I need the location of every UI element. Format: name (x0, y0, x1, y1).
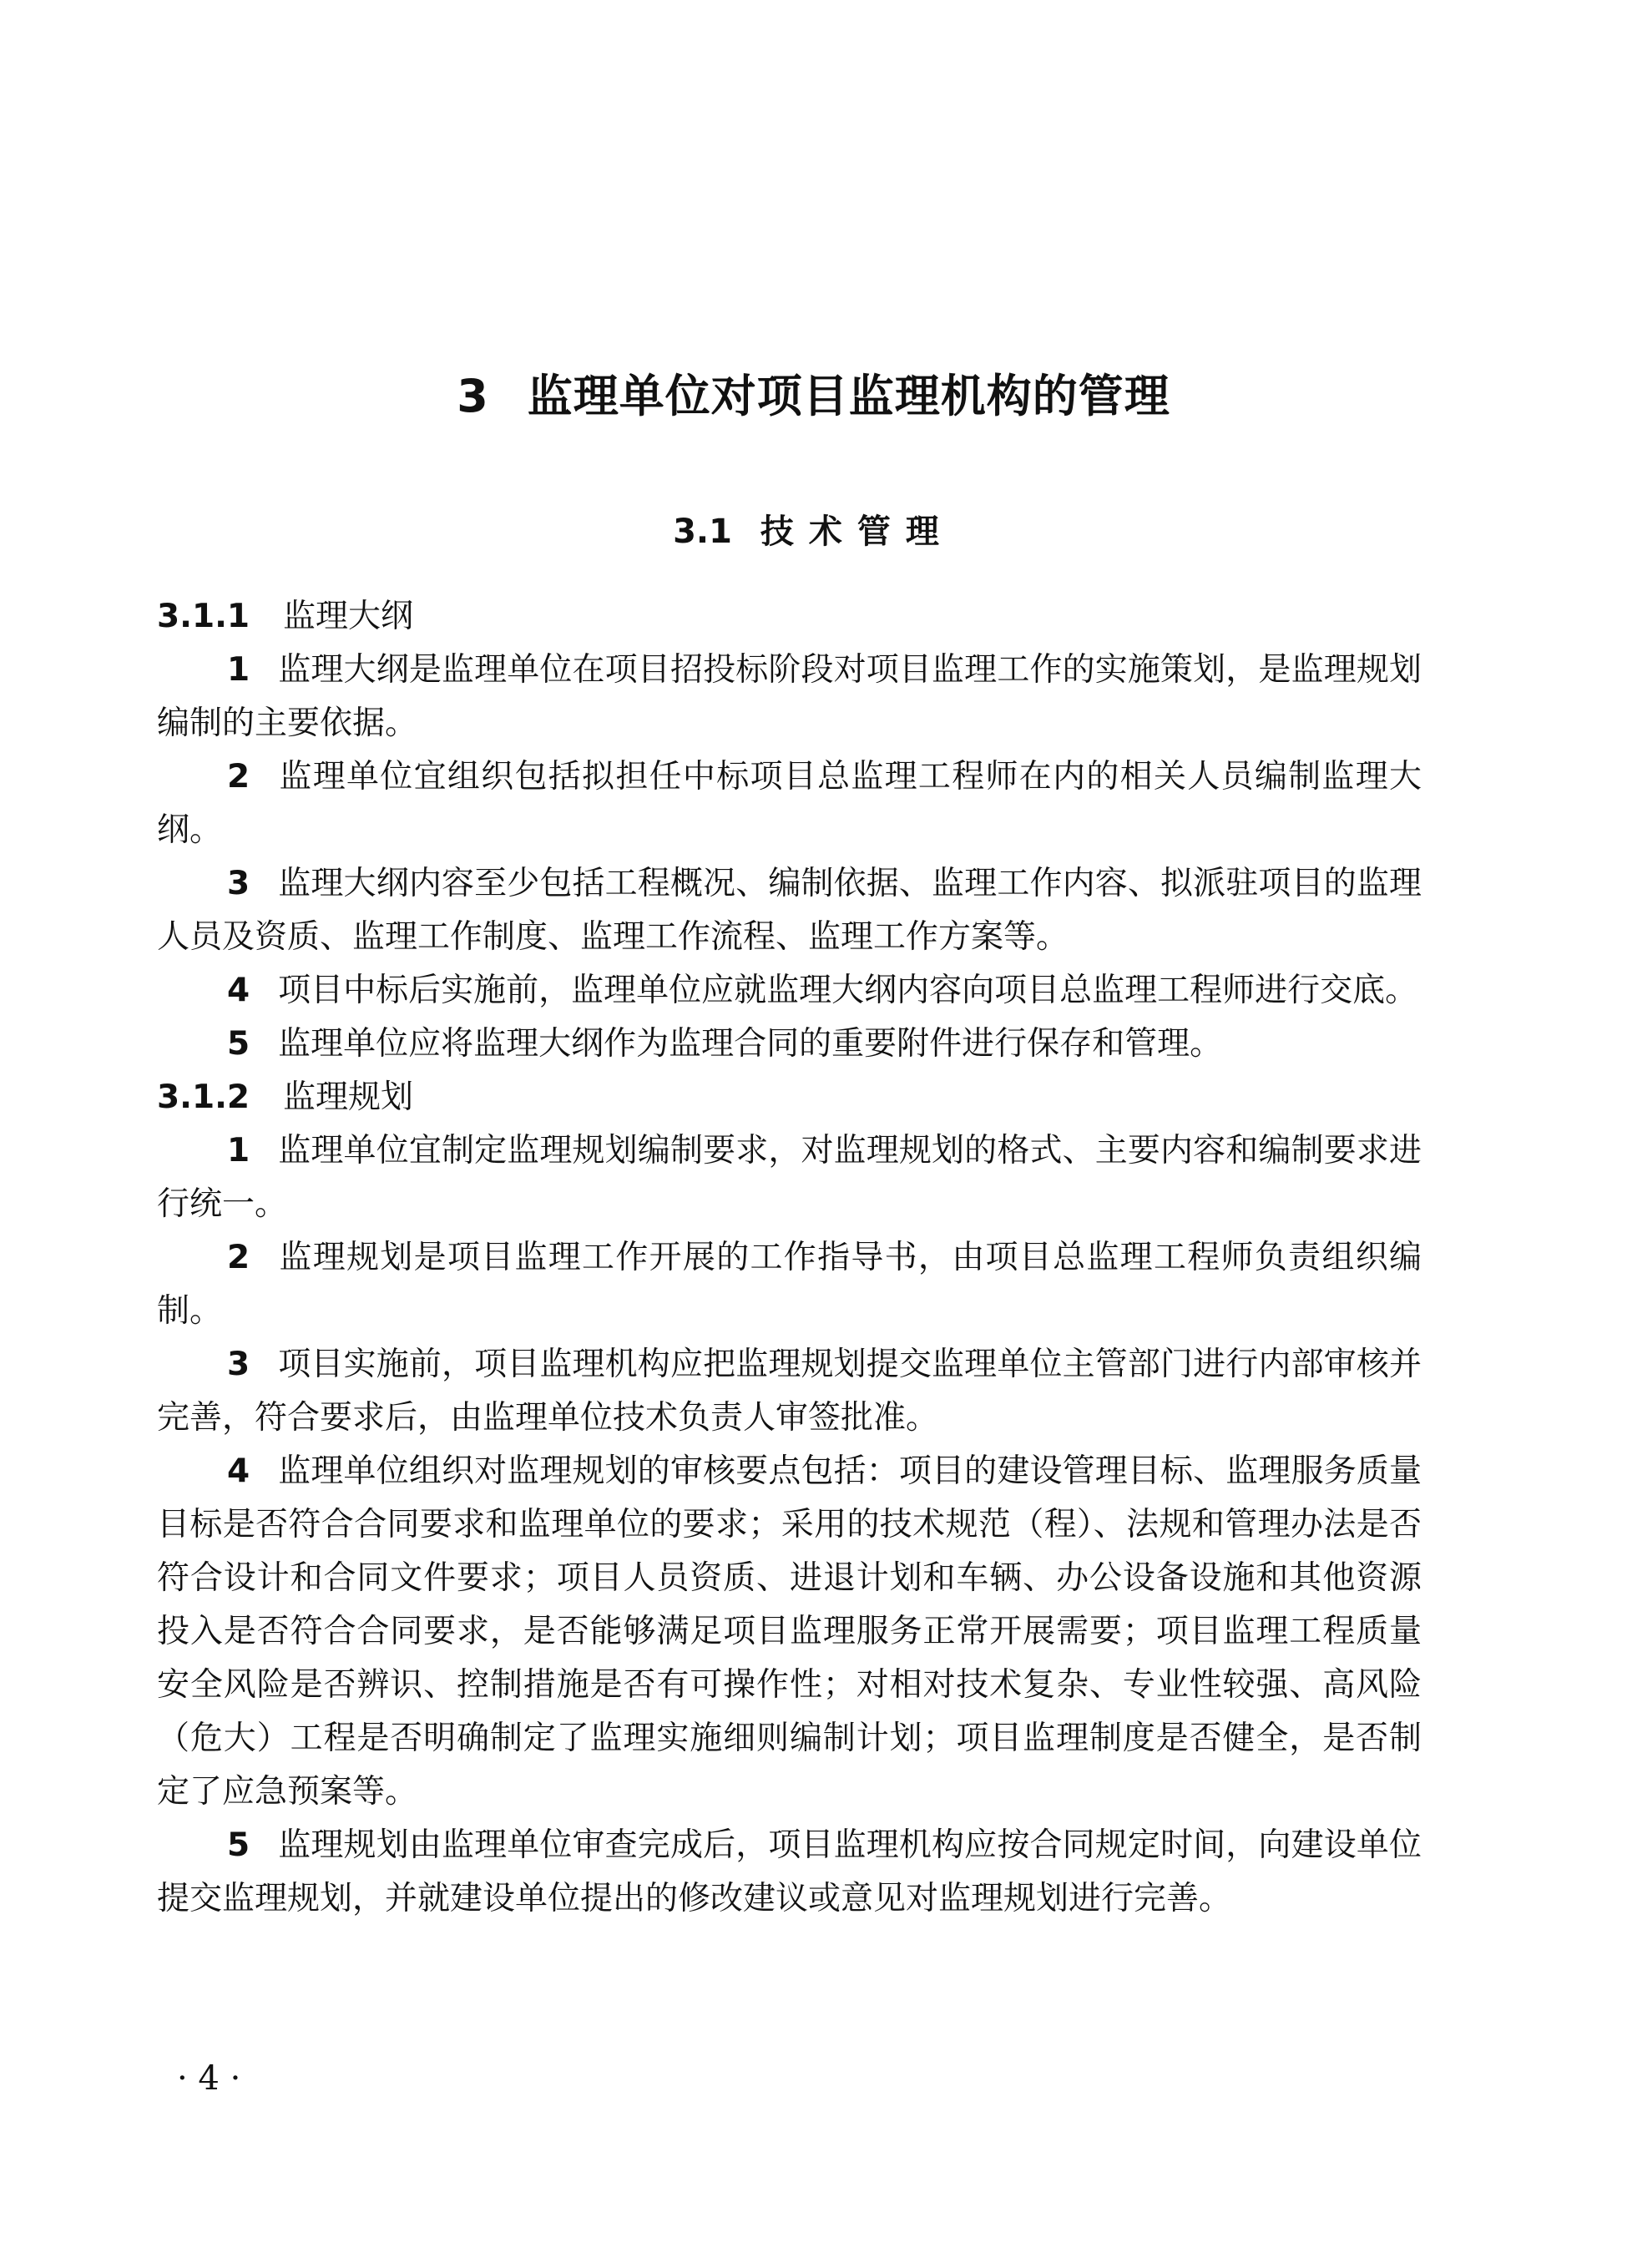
clause-item (157, 1338, 1422, 1445)
clause-item (157, 750, 1422, 857)
item-number: 3 (227, 865, 250, 902)
clause-number: 3.1.1 (157, 598, 250, 635)
clause-heading (157, 1071, 1422, 1124)
item-text: 监理单位应将监理大纲作为监理合同的重要附件进行保存和管理。 (278, 1025, 1223, 1063)
clause-title: 监理规划 (283, 1078, 414, 1116)
item-number: 2 (227, 1239, 250, 1276)
item-text: 监理单位宜组织包括拟担任中标项目总监理工程师在内的相关人员编制监理大纲。 (157, 758, 1422, 849)
section-title-text: 技术管理 (760, 513, 954, 551)
clause-item (157, 1445, 1422, 1819)
item-number: 2 (227, 758, 250, 796)
item-text: 监理大纲是监理单位在项目招投标阶段对项目监理工作的实施策划，是监理规划编制的主要依据。 (157, 651, 1422, 742)
chapter-title-text: 监理单位对项目监理机构的管理 (527, 370, 1170, 422)
clause-item (157, 857, 1422, 964)
item-text: 监理大纲内容至少包括工程概况、编制依据、监理工作内容、拟派驻项目的监理人员及资质、监理工作制度、监理工作流程、监理工作方案等。 (157, 865, 1422, 956)
clause-item (157, 1018, 1422, 1071)
document-body (157, 590, 1422, 1926)
chapter-title (0, 367, 1627, 426)
clause-heading (157, 590, 1422, 644)
section-number: 3.1 (673, 513, 732, 551)
clause-item (157, 1819, 1422, 1926)
chapter-number: 3 (457, 370, 489, 422)
item-number: 5 (227, 1826, 250, 1864)
item-number: 4 (227, 972, 250, 1009)
page-number: · 4 · (177, 2059, 241, 2098)
clause-item (157, 644, 1422, 750)
item-text: 监理规划由监理单位审查完成后，项目监理机构应按合同规定时间，向建设单位提交监理规划，并就建设单位提出的修改建议或意见对监理规划进行完善。 (157, 1826, 1422, 1917)
item-text: 项目实施前，项目监理机构应把监理规划提交监理单位主管部门进行内部审核并完善，符合要求后，由监理单位技术负责人审签批准。 (157, 1346, 1422, 1437)
clause-item (157, 964, 1422, 1018)
item-number: 5 (227, 1025, 250, 1063)
item-number: 1 (227, 1132, 250, 1169)
item-text: 监理单位组织对监理规划的审核要点包括：项目的建设管理目标、监理服务质量目标是否符合合同要求和监理单位的要求；采用的技术规范（程）、法规和管理办法是否符合设计和合同文件要求；项目人员资质、进退计划和车辆、办公设备设施和其他资源投入是否符合合同要求，是否能够满足项目监理服务正常开展需要；项目监理工程质量安全风险是否辨识、控制措施是否有可操作性；对相对技术复杂、专业性较强、高风险（危大）工程是否明确制定了监理实施细则编制计划；项目监理制度是否健全，是否制定了应急预案等。 (157, 1452, 1422, 1811)
clause-item (157, 1231, 1422, 1338)
clause-number: 3.1.2 (157, 1078, 250, 1116)
clause-title: 监理大纲 (283, 598, 414, 635)
item-text: 监理单位宜制定监理规划编制要求，对监理规划的格式、主要内容和编制要求进行统一。 (157, 1132, 1422, 1223)
item-text: 项目中标后实施前，监理单位应就监理大纲内容向项目总监理工程师进行交底。 (278, 972, 1418, 1009)
item-number: 4 (227, 1452, 250, 1490)
clause-item (157, 1124, 1422, 1231)
item-number: 1 (227, 651, 250, 689)
section-title (0, 511, 1627, 553)
item-text: 监理规划是项目监理工作开展的工作指导书，由项目总监理工程师负责组织编制。 (157, 1239, 1422, 1330)
item-number: 3 (227, 1346, 250, 1383)
